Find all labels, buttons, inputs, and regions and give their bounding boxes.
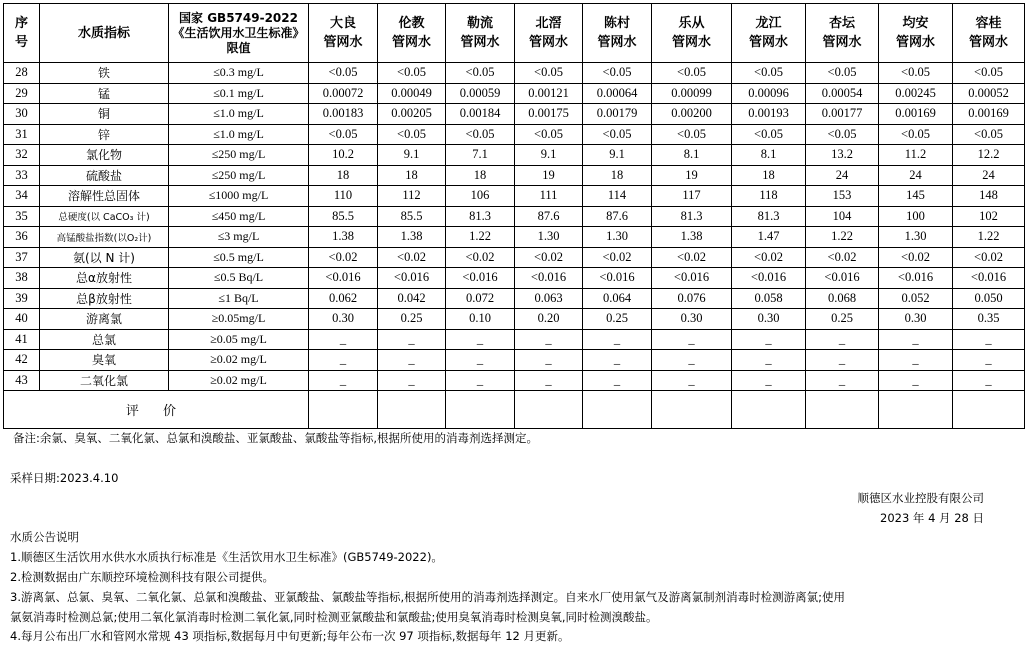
measured-value: <0.02 [583, 247, 652, 268]
row-number: 28 [4, 63, 40, 84]
standard-limit: ≤450 mg/L [169, 206, 309, 227]
measured-value: 18 [732, 165, 806, 186]
measured-value: 0.00177 [806, 104, 879, 125]
row-number: 36 [4, 227, 40, 248]
standard-limit: ≤1.0 mg/L [169, 124, 309, 145]
measured-value: 0.00099 [652, 83, 732, 104]
header-plant: 北滘 管网水 [515, 4, 583, 63]
measured-value: _ [652, 370, 732, 391]
header-plant: 勒流 管网水 [446, 4, 515, 63]
sampling-date: 采样日期:2023.4.10 [10, 471, 119, 485]
row-number: 40 [4, 309, 40, 330]
measured-value: 0.00193 [732, 104, 806, 125]
measured-value: 18 [446, 165, 515, 186]
measured-value: 0.20 [515, 309, 583, 330]
notes-title: 水质公告说明 [10, 530, 79, 544]
standard-limit: ≥0.05 mg/L [169, 329, 309, 350]
measured-value: 81.3 [652, 206, 732, 227]
evaluation-cell [806, 391, 879, 429]
measured-value: _ [652, 350, 732, 371]
measured-value: 111 [515, 186, 583, 207]
measured-value: 87.6 [515, 206, 583, 227]
evaluation-label: 评 价 [4, 391, 309, 429]
indicator-name: 氯化物 [40, 145, 169, 166]
header-plant: 均安 管网水 [879, 4, 953, 63]
standard-limit: ≥0.05mg/L [169, 309, 309, 330]
table-row [4, 309, 1025, 330]
measured-value: 1.30 [515, 227, 583, 248]
measured-value: 0.00072 [309, 83, 378, 104]
measured-value: <0.016 [583, 268, 652, 289]
measured-value: _ [309, 370, 378, 391]
measured-value: 10.2 [309, 145, 378, 166]
indicator-name: 游离氯 [40, 309, 169, 330]
measured-value: _ [515, 329, 583, 350]
measured-value: 0.068 [806, 288, 879, 309]
measured-value: _ [732, 370, 806, 391]
evaluation-cell [732, 391, 806, 429]
measured-value: _ [806, 350, 879, 371]
standard-limit: ≤250 mg/L [169, 145, 309, 166]
measured-value: 87.6 [583, 206, 652, 227]
measured-value: <0.05 [806, 63, 879, 84]
measured-value: 106 [446, 186, 515, 207]
table-row [4, 124, 1025, 145]
measured-value: _ [879, 370, 953, 391]
standard-limit: ≤3 mg/L [169, 227, 309, 248]
water-quality-table [3, 3, 1025, 429]
measured-value: 1.22 [806, 227, 879, 248]
measured-value: <0.05 [378, 124, 446, 145]
evaluation-row [4, 391, 1025, 429]
table-row [4, 63, 1025, 84]
note-item: 4.每月公布出厂水和管网水常规 43 项指标,数据每月中旬更新;每年公布一次 97 项指标,数据每年 12 月更新。 [10, 629, 570, 643]
note-item: 1.顺德区生活饮用水供水水质执行标准是《生活饮用水卫生标准》(GB5749-2022)。 [10, 550, 443, 564]
measured-value: 104 [806, 206, 879, 227]
table-row [4, 83, 1025, 104]
row-number: 38 [4, 268, 40, 289]
measured-value: 24 [806, 165, 879, 186]
evaluation-cell [446, 391, 515, 429]
measured-value: 153 [806, 186, 879, 207]
measured-value: 7.1 [446, 145, 515, 166]
evaluation-cell [515, 391, 583, 429]
measured-value: 118 [732, 186, 806, 207]
measured-value: 0.00059 [446, 83, 515, 104]
measured-value: 19 [515, 165, 583, 186]
measured-value: _ [879, 329, 953, 350]
measured-value: 0.076 [652, 288, 732, 309]
measured-value: 0.052 [879, 288, 953, 309]
measured-value: _ [953, 329, 1025, 350]
measured-value: 9.1 [583, 145, 652, 166]
table-row [4, 329, 1025, 350]
measured-value: <0.02 [652, 247, 732, 268]
measured-value: 11.2 [879, 145, 953, 166]
measured-value: <0.016 [953, 268, 1025, 289]
table-row [4, 288, 1025, 309]
measured-value: 100 [879, 206, 953, 227]
row-number: 35 [4, 206, 40, 227]
indicator-name: 溶解性总固体 [40, 186, 169, 207]
standard-limit: ≤1 Bq/L [169, 288, 309, 309]
measured-value: <0.05 [879, 63, 953, 84]
indicator-name: 铁 [40, 63, 169, 84]
evaluation-cell [953, 391, 1025, 429]
header-plant: 伦教 管网水 [378, 4, 446, 63]
company-name: 顺德区水业控股有限公司 [857, 491, 984, 505]
measured-value: _ [806, 370, 879, 391]
measured-value: <0.05 [879, 124, 953, 145]
indicator-name: 臭氧 [40, 350, 169, 371]
measured-value: <0.02 [953, 247, 1025, 268]
measured-value: 1.30 [879, 227, 953, 248]
row-number: 39 [4, 288, 40, 309]
measured-value: <0.05 [953, 124, 1025, 145]
indicator-name: 总β放射性 [40, 288, 169, 309]
evaluation-cell [652, 391, 732, 429]
measured-value: 18 [378, 165, 446, 186]
measured-value: 145 [879, 186, 953, 207]
measured-value: 24 [879, 165, 953, 186]
measured-value: <0.05 [515, 63, 583, 84]
measured-value: 0.064 [583, 288, 652, 309]
measured-value: 1.30 [583, 227, 652, 248]
standard-limit: ≤0.1 mg/L [169, 83, 309, 104]
row-number: 31 [4, 124, 40, 145]
header-plant: 大良 管网水 [309, 4, 378, 63]
measured-value: 19 [652, 165, 732, 186]
header-plant: 乐从 管网水 [652, 4, 732, 63]
row-number: 30 [4, 104, 40, 125]
measured-value: _ [732, 329, 806, 350]
indicator-name: 高锰酸盐指数(以O₂计) [40, 227, 169, 248]
measured-value: <0.05 [732, 124, 806, 145]
measured-value: 148 [953, 186, 1025, 207]
indicator-name: 锌 [40, 124, 169, 145]
measured-value: 0.30 [879, 309, 953, 330]
evaluation-cell [879, 391, 953, 429]
measured-value: 0.00179 [583, 104, 652, 125]
table-header-row [4, 4, 1025, 63]
measured-value: 0.00096 [732, 83, 806, 104]
measured-value: _ [378, 370, 446, 391]
measured-value: _ [378, 329, 446, 350]
measured-value: <0.05 [732, 63, 806, 84]
measured-value: 0.00169 [953, 104, 1025, 125]
measured-value: <0.02 [446, 247, 515, 268]
measured-value: 0.00245 [879, 83, 953, 104]
table-row [4, 104, 1025, 125]
measured-value: 18 [309, 165, 378, 186]
note-item: 3.游离氯、总氯、臭氧、二氧化氯、总氯和溴酸盐、亚氯酸盐、氯酸盐等指标,根据所使用的消毒剂选择测定。自来水厂使用氯气及游离氯制剂消毒时检测游离氯;使用 [10, 590, 845, 604]
header-indicator: 水质指标 [40, 4, 169, 63]
measured-value: _ [378, 350, 446, 371]
table-row [4, 165, 1025, 186]
measured-value: 0.00175 [515, 104, 583, 125]
standard-limit: ≤1.0 mg/L [169, 104, 309, 125]
measured-value: <0.016 [879, 268, 953, 289]
measured-value: <0.05 [309, 63, 378, 84]
indicator-name: 总氯 [40, 329, 169, 350]
measured-value: 0.00184 [446, 104, 515, 125]
row-number: 41 [4, 329, 40, 350]
measured-value: 24 [953, 165, 1025, 186]
indicator-name: 铜 [40, 104, 169, 125]
measured-value: _ [806, 329, 879, 350]
measured-value: 117 [652, 186, 732, 207]
measured-value: 0.00121 [515, 83, 583, 104]
indicator-name: 硫酸盐 [40, 165, 169, 186]
measured-value: _ [515, 350, 583, 371]
measured-value: <0.05 [953, 63, 1025, 84]
header-plant: 容桂 管网水 [953, 4, 1025, 63]
measured-value: 13.2 [806, 145, 879, 166]
table-row [4, 227, 1025, 248]
measured-value: 0.00169 [879, 104, 953, 125]
measured-value: <0.05 [515, 124, 583, 145]
measured-value: 0.30 [309, 309, 378, 330]
measured-value: 85.5 [378, 206, 446, 227]
measured-value: 1.22 [446, 227, 515, 248]
row-number: 29 [4, 83, 40, 104]
measured-value: <0.05 [378, 63, 446, 84]
row-number: 33 [4, 165, 40, 186]
standard-limit: ≤0.3 mg/L [169, 63, 309, 84]
note-item: 2.检测数据由广东顺控环境检测科技有限公司提供。 [10, 570, 274, 584]
header-plant: 杏坛 管网水 [806, 4, 879, 63]
standard-limit: ≥0.02 mg/L [169, 370, 309, 391]
measured-value: <0.05 [583, 124, 652, 145]
row-number: 37 [4, 247, 40, 268]
header-standard: 国家 GB5749-2022 《生活饮用水卫生标准》限值 [169, 4, 309, 63]
measured-value: 1.38 [309, 227, 378, 248]
evaluation-cell [583, 391, 652, 429]
indicator-name: 锰 [40, 83, 169, 104]
indicator-name: 总硬度(以 CaCO₃ 计) [40, 206, 169, 227]
evaluation-cell [309, 391, 378, 429]
standard-limit: ≥0.02 mg/L [169, 350, 309, 371]
measured-value: 0.30 [732, 309, 806, 330]
measured-value: _ [446, 370, 515, 391]
table-row [4, 186, 1025, 207]
measured-value: 0.072 [446, 288, 515, 309]
measured-value: 8.1 [652, 145, 732, 166]
measured-value: <0.05 [446, 63, 515, 84]
indicator-name: 总α放射性 [40, 268, 169, 289]
header-plant: 陈村 管网水 [583, 4, 652, 63]
row-number: 43 [4, 370, 40, 391]
row-number: 34 [4, 186, 40, 207]
standard-limit: ≤0.5 Bq/L [169, 268, 309, 289]
table-row [4, 268, 1025, 289]
measured-value: _ [583, 370, 652, 391]
measured-value: <0.016 [732, 268, 806, 289]
measured-value: _ [515, 370, 583, 391]
measured-value: 0.30 [652, 309, 732, 330]
measured-value: <0.05 [309, 124, 378, 145]
measured-value: <0.016 [652, 268, 732, 289]
measured-value: 0.25 [583, 309, 652, 330]
measured-value: 110 [309, 186, 378, 207]
measured-value: 9.1 [378, 145, 446, 166]
standard-limit: ≤250 mg/L [169, 165, 309, 186]
measured-value: 85.5 [309, 206, 378, 227]
measured-value: _ [879, 350, 953, 371]
measured-value: 0.00052 [953, 83, 1025, 104]
measured-value: <0.016 [446, 268, 515, 289]
measured-value: 8.1 [732, 145, 806, 166]
measured-value: 0.058 [732, 288, 806, 309]
measured-value: _ [446, 329, 515, 350]
remark: 备注:余氯、臭氧、二氧化氯、总氯和溴酸盐、亚氯酸盐、氯酸盐等指标,根据所使用的消毒剂选择测定。 [13, 431, 539, 445]
row-number: 32 [4, 145, 40, 166]
measured-value: _ [732, 350, 806, 371]
measured-value: _ [309, 350, 378, 371]
measured-value: 0.35 [953, 309, 1025, 330]
measured-value: <0.02 [732, 247, 806, 268]
measured-value: 0.00205 [378, 104, 446, 125]
measured-value: 1.38 [652, 227, 732, 248]
measured-value: 0.042 [378, 288, 446, 309]
indicator-name: 氨(以 N 计) [40, 247, 169, 268]
indicator-name: 二氧化氯 [40, 370, 169, 391]
measured-value: 0.062 [309, 288, 378, 309]
standard-limit: ≤1000 mg/L [169, 186, 309, 207]
measured-value: <0.02 [806, 247, 879, 268]
measured-value: 81.3 [732, 206, 806, 227]
table-row [4, 145, 1025, 166]
measured-value: <0.05 [652, 124, 732, 145]
measured-value: 0.050 [953, 288, 1025, 309]
measured-value: 114 [583, 186, 652, 207]
measured-value: 0.00183 [309, 104, 378, 125]
measured-value: _ [446, 350, 515, 371]
header-seq: 序 号 [4, 4, 40, 63]
measured-value: _ [953, 370, 1025, 391]
measured-value: <0.016 [378, 268, 446, 289]
table-row [4, 350, 1025, 371]
measured-value: 81.3 [446, 206, 515, 227]
measured-value: 1.22 [953, 227, 1025, 248]
table-row [4, 370, 1025, 391]
measured-value: 0.10 [446, 309, 515, 330]
evaluation-cell [378, 391, 446, 429]
measured-value: 0.00054 [806, 83, 879, 104]
measured-value: <0.05 [583, 63, 652, 84]
measured-value: <0.02 [515, 247, 583, 268]
measured-value: 9.1 [515, 145, 583, 166]
measured-value: _ [953, 350, 1025, 371]
measured-value: 12.2 [953, 145, 1025, 166]
table-row [4, 247, 1025, 268]
standard-limit: ≤0.5 mg/L [169, 247, 309, 268]
measured-value: 0.00200 [652, 104, 732, 125]
measured-value: <0.05 [806, 124, 879, 145]
measured-value: 0.063 [515, 288, 583, 309]
row-number: 42 [4, 350, 40, 371]
publish-date: 2023 年 4 月 28 日 [880, 511, 984, 525]
note-item: 氯氨消毒时检测总氯;使用二氧化氯消毒时检测二氧化氯,同时检测亚氯酸盐和氯酸盐;使用臭氧消毒时检测臭氧,同时检测溴酸盐。 [10, 610, 658, 624]
measured-value: 0.00064 [583, 83, 652, 104]
header-plant: 龙江 管网水 [732, 4, 806, 63]
measured-value: 0.25 [378, 309, 446, 330]
measured-value: 102 [953, 206, 1025, 227]
measured-value: <0.016 [806, 268, 879, 289]
measured-value: <0.05 [652, 63, 732, 84]
measured-value: 112 [378, 186, 446, 207]
measured-value: _ [583, 329, 652, 350]
measured-value: <0.05 [446, 124, 515, 145]
table-row [4, 206, 1025, 227]
measured-value: 0.25 [806, 309, 879, 330]
measured-value: 0.00049 [378, 83, 446, 104]
measured-value: _ [309, 329, 378, 350]
measured-value: <0.016 [309, 268, 378, 289]
measured-value: _ [583, 350, 652, 371]
measured-value: 18 [583, 165, 652, 186]
measured-value: <0.02 [309, 247, 378, 268]
measured-value: _ [652, 329, 732, 350]
measured-value: 1.47 [732, 227, 806, 248]
measured-value: 1.38 [378, 227, 446, 248]
measured-value: <0.02 [879, 247, 953, 268]
measured-value: <0.016 [515, 268, 583, 289]
measured-value: <0.02 [378, 247, 446, 268]
